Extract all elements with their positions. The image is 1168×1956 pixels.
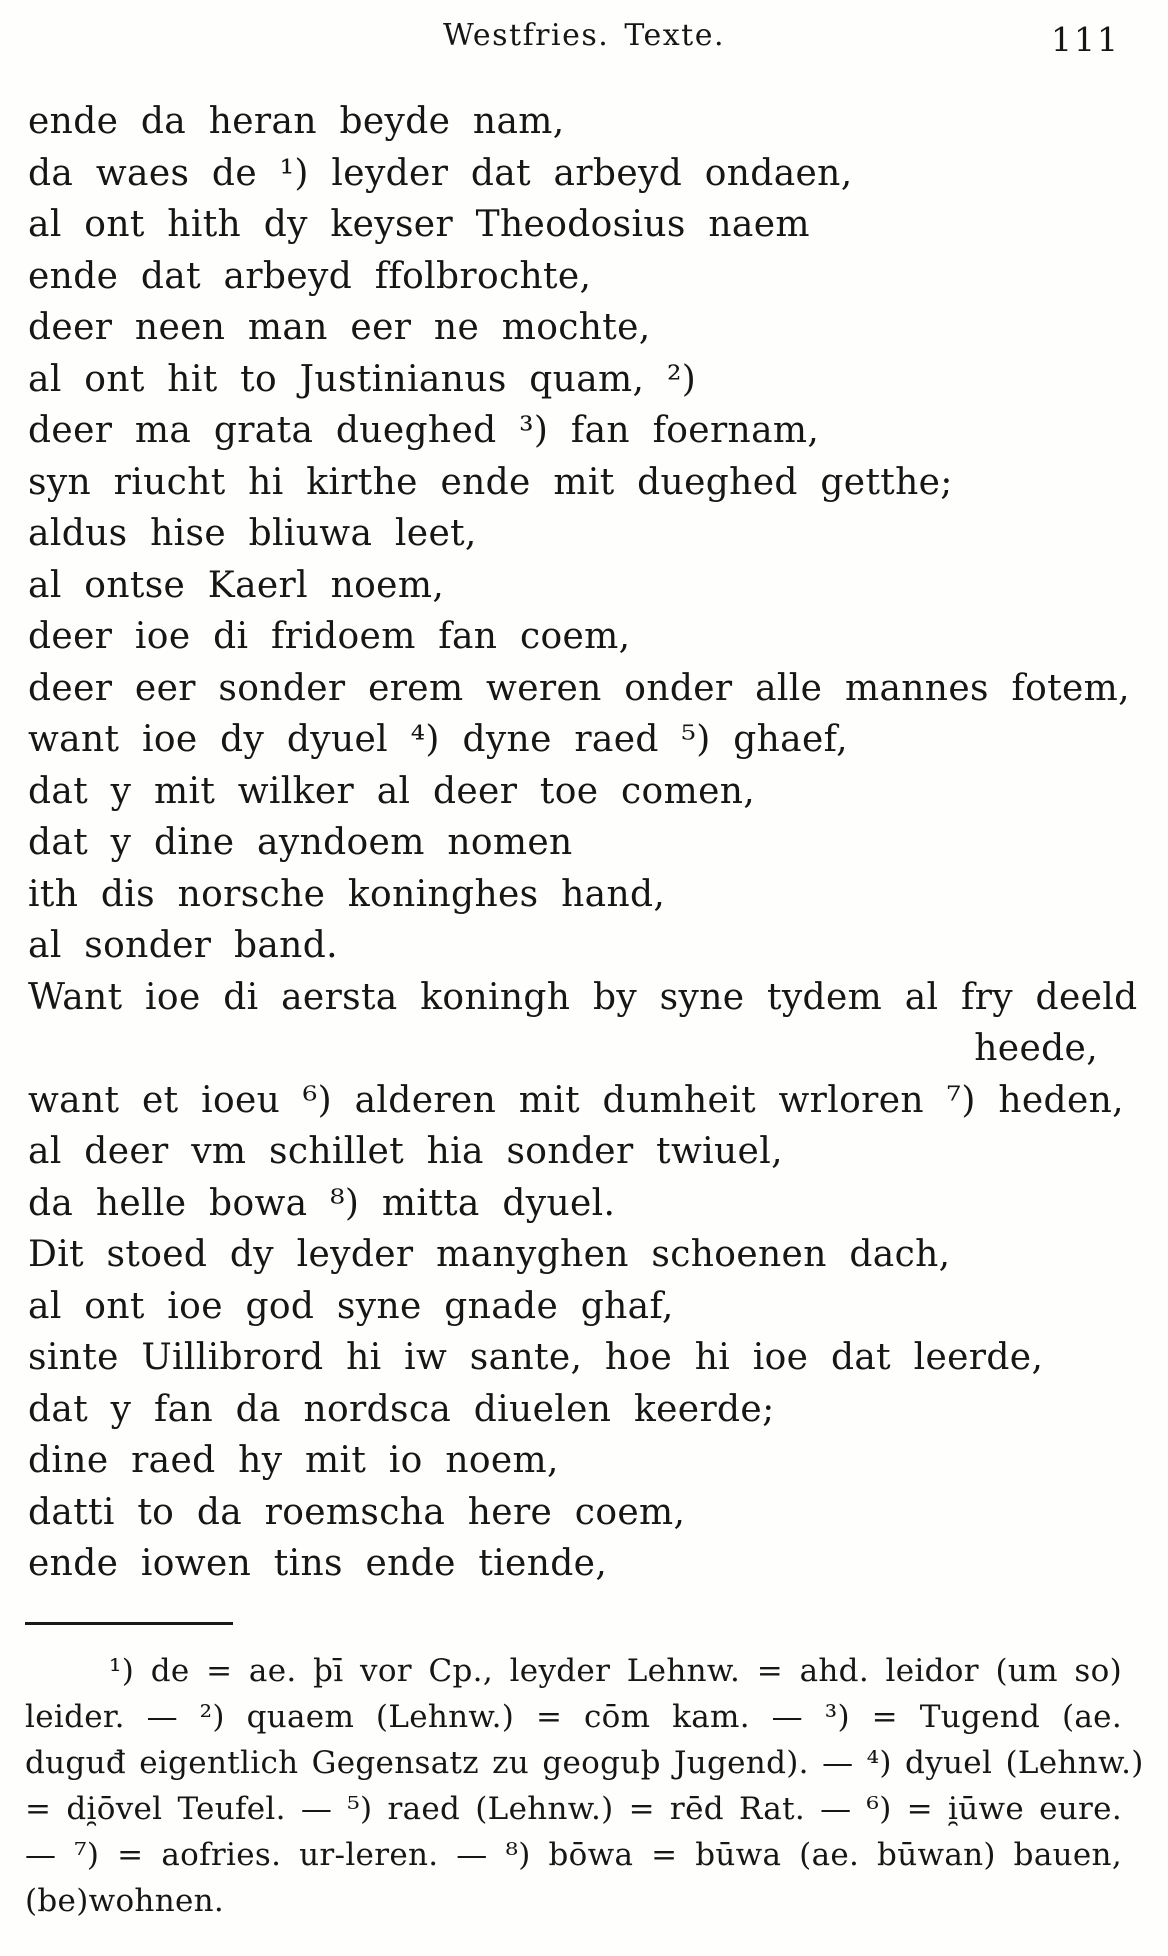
poem-line: ende da heran beyde nam, bbox=[28, 101, 565, 142]
poem-line: datti to da roemscha here coem, bbox=[28, 1491, 686, 1533]
poem-line: deer ma grata dueghed ³) fan foernam, bbox=[28, 410, 820, 451]
poem-line: da waes de ¹) leyder dat arbeyd ondaen, bbox=[28, 152, 853, 194]
poem-line: al ont ioe god syne gnade ghaf, bbox=[28, 1285, 674, 1327]
poem-line: Dit stoed dy leyder manyghen schoenen dach, bbox=[28, 1234, 951, 1275]
page-number: 111 bbox=[1051, 20, 1120, 59]
poem-line: al deer vm schillet hia sonder twiuel, bbox=[28, 1131, 783, 1172]
poem-line: want et ioeu ⁶) alderen mit dumheit wrloren ⁷) heden, bbox=[28, 1079, 1124, 1121]
poem-line: al ontse Kaerl noem, bbox=[28, 564, 445, 606]
footnote-line: ¹) de = ae. þī vor Cp., leyder Lehnw. = ahd. leidor (um so) bbox=[109, 1653, 1122, 1689]
poem-line: sinte Uillibrord hi iw sante, hoe hi ioe dat leerde, bbox=[28, 1337, 1044, 1378]
poem-line: ende iowen tins ende tiende, bbox=[28, 1543, 608, 1584]
poem-line-runover: heede, bbox=[974, 1028, 1098, 1069]
footnotes-block bbox=[25, 1648, 1144, 1924]
poem-line: deer neen man eer ne mochte, bbox=[28, 307, 651, 348]
poem-line: al sonder band. bbox=[28, 925, 338, 966]
poem-line: deer ioe di fridoem fan coem, bbox=[28, 616, 631, 657]
poem-line: al ont hith dy keyser Theodosius naem bbox=[28, 204, 810, 245]
footnote-line: (be)wohnen. bbox=[25, 1883, 225, 1919]
poem-line: dat y fan da nordsca diuelen keerde; bbox=[28, 1388, 775, 1430]
footnote-line: = di̯ōvel Teufel. — ⁵) raed (Lehnw.) = rēd Rat. — ⁶) = i̯ūwe eure. bbox=[25, 1791, 1122, 1827]
poem-line: dine raed hy mit io noem, bbox=[28, 1440, 559, 1481]
poem-line: deer eer sonder erem weren onder alle mannes fotem, bbox=[28, 667, 1130, 709]
poem-line: syn riucht hi kirthe ende mit dueghed getthe; bbox=[28, 461, 953, 503]
footnote-line: leider. — ²) quaem (Lehnw.) = cōm kam. — ³) = Tugend (ae. bbox=[25, 1699, 1122, 1735]
poem-line: dat y mit wilker al deer toe comen, bbox=[28, 770, 756, 812]
poem-line: want ioe dy dyuel ⁴) dyne raed ⁵) ghaef, bbox=[28, 719, 848, 760]
footnote-line: duguđ eigentlich Gegensatz zu geoguþ Jugend). — ⁴) dyuel (Lehnw.) bbox=[25, 1745, 1144, 1781]
footnote-line: — ⁷) = aofries. ur-leren. — ⁸) bōwa = būwa (ae. būwan) bauen, bbox=[25, 1837, 1122, 1873]
poem-line: ende dat arbeyd ffolbrochte, bbox=[28, 255, 592, 297]
poem-body bbox=[28, 96, 1138, 1590]
poem-line: da helle bowa ⁸) mitta dyuel. bbox=[28, 1182, 616, 1224]
footnote-separator-rule bbox=[25, 1622, 233, 1625]
running-head: Westfries. Texte. bbox=[442, 18, 726, 53]
poem-line: aldus hise bliuwa leet, bbox=[28, 513, 477, 554]
poem-line: Want ioe di aersta koningh by syne tydem al fry deeld bbox=[28, 976, 1138, 1018]
poem-line: ith dis norsche koninghes hand, bbox=[28, 873, 666, 915]
poem-line: al ont hit to Justinianus quam, ²) bbox=[28, 358, 697, 400]
poem-line: dat y dine ayndoem nomen bbox=[28, 822, 573, 863]
